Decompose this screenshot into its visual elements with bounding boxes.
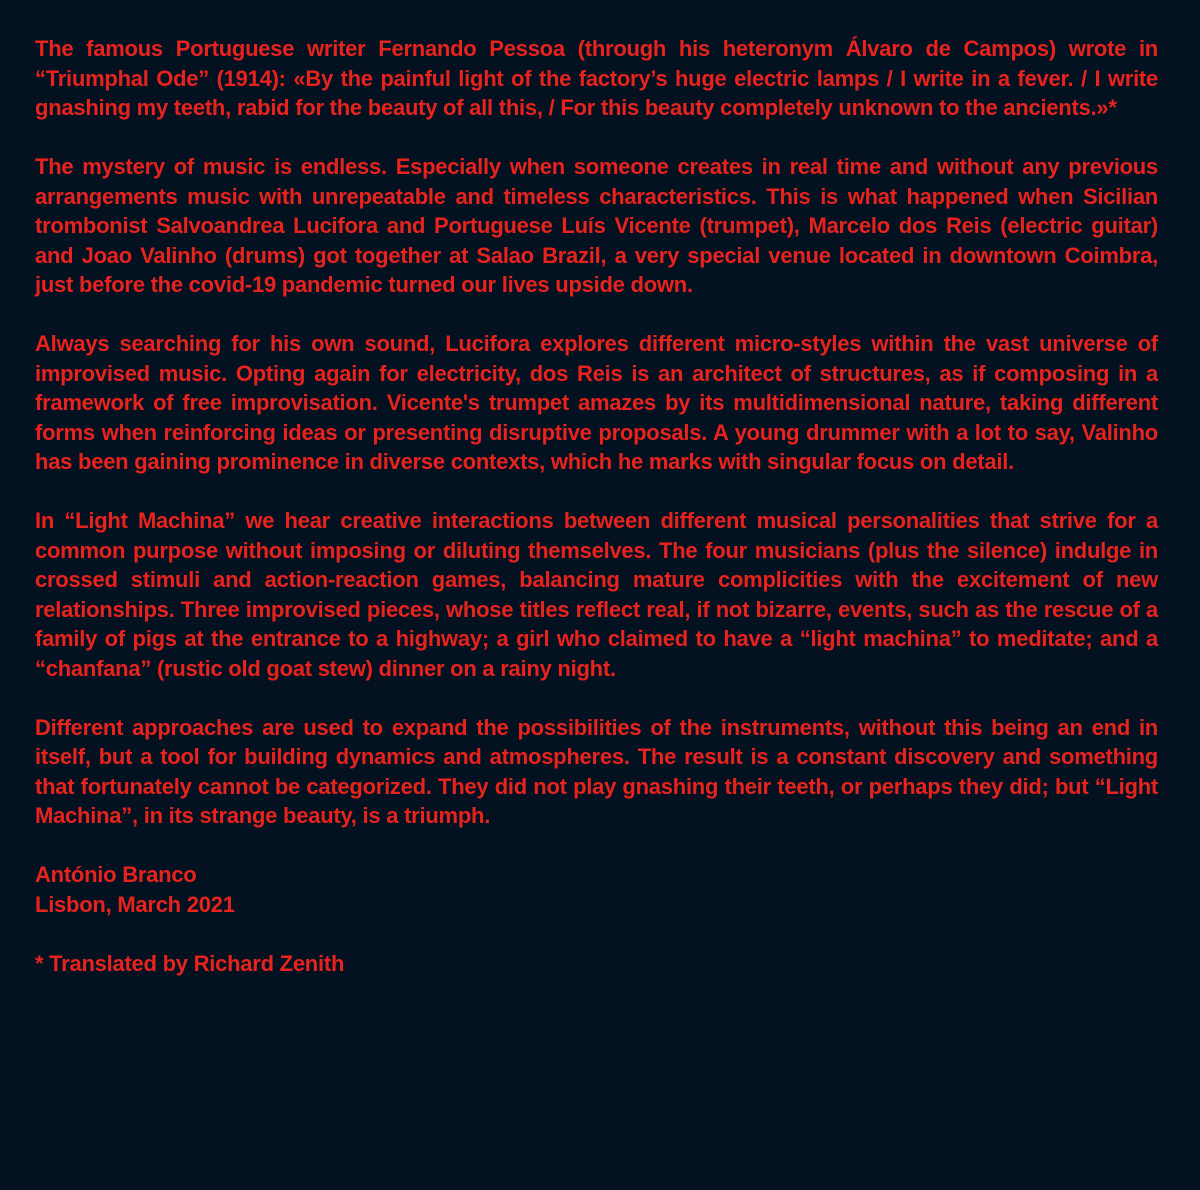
liner-notes <box>35 34 1158 978</box>
paragraph-light-machina: In “Light Machina” we hear creative interactions between different musical personalities that strive for a common purpose without imposing or diluting themselves. The four musicians (plus the silence) indulge in crossed stimuli and action-reaction games, balancing mature complicities with the excitement of new relationships. Three improvised pieces, whose titles reflect real, if not bizarre, events, such as the rescue of a family of pigs at the entrance to a highway; a girl who claimed to have a “light machina” to meditate; and a “chanfana” (rustic old goat stew) dinner on a rainy night. <box>35 508 1158 681</box>
signature-place-date: Lisbon, March 2021 <box>35 891 235 917</box>
signature <box>35 860 1158 919</box>
paragraph-approaches: Different approaches are used to expand the possibilities of the instruments, without this being an end in itself, but a tool for building dynamics and atmospheres. The result is a constant discovery and something that fortunately cannot be categorized. They did not play gnashing their teeth, or perhaps they did; but “Light Machina”, in its strange beauty, is a triumph. <box>35 714 1158 828</box>
paragraph-intro: The famous Portuguese writer Fernando Pessoa (through his heteronym Álvaro de Campos) wrote in “Triumphal Ode” (1914): «By the painful light of the factory’s huge electric lamps / I write in a fever. / I write gnashing my teeth, rabid for the beauty of all this, / For this beauty completely unknown to the ancients.»* <box>35 36 1158 120</box>
paragraph-musicians: Always searching for his own sound, Lucifora explores different micro-styles within the vast universe of improvised music. Opting again for electricity, dos Reis is an architect of structures, as if composing in a framework of free improvisation. Vicente's trumpet amazes by its multidimensional nature, taking different forms when reinforcing ideas or presenting disruptive proposals. A young drummer with a lot to say, Valinho has been gaining prominence in diverse contexts, which he marks with singular focus on detail. <box>35 331 1158 474</box>
paragraph-mystery: The mystery of music is endless. Especially when someone creates in real time and without any previous arrangements music with unrepeatable and timeless characteristics. This is what happened when Sicilian trombonist Salvoandrea Lucifora and Portuguese Luís Vicente (trumpet), Marcelo dos Reis (electric guitar) and Joao Valinho (drums) got together at Salao Brazil, a very special venue located in downtown Coimbra, just before the covid-19 pandemic turned our lives upside down. <box>35 154 1158 297</box>
translation-footnote: * Translated by Richard Zenith <box>35 950 345 976</box>
signature-author: António Branco <box>35 862 197 887</box>
